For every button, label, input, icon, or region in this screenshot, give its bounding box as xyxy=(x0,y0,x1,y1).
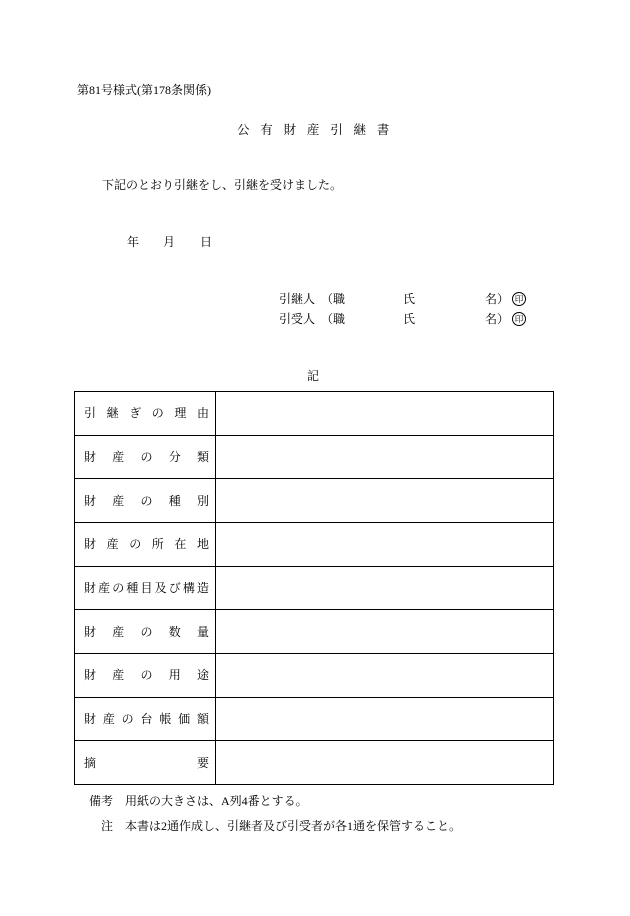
form-number: 第81号様式(第178条関係) xyxy=(77,83,211,97)
label-cell xyxy=(75,479,216,522)
seal-mark: 印 xyxy=(512,292,526,306)
note-text: 本書は2通作成し、引継者及び引受者が各1通を保管すること。 xyxy=(125,819,462,833)
row-label: 財産の用途 xyxy=(84,668,209,683)
signature-line-receiver xyxy=(0,312,630,326)
value-cell xyxy=(216,698,553,741)
label-cell xyxy=(75,654,216,697)
signature-title-label: （職 xyxy=(321,292,346,306)
signature-name-end: 名） xyxy=(485,312,510,326)
label-cell xyxy=(75,741,216,784)
intro-statement: 下記のとおり引継をし、引継を受けました。 xyxy=(102,178,343,192)
value-cell xyxy=(216,567,553,610)
note-label: 注 xyxy=(101,819,114,833)
label-cell xyxy=(75,610,216,653)
property-table xyxy=(74,391,554,785)
row-label: 引継ぎの理由 xyxy=(84,406,209,421)
signature-line-transferor xyxy=(0,292,630,306)
table-row xyxy=(75,392,553,436)
note-text: 用紙の大きさは、A列4番とする。 xyxy=(125,794,308,808)
signature-name-label: 氏 xyxy=(403,292,416,306)
date-year-label: 年 xyxy=(127,235,140,249)
signature-name-label: 氏 xyxy=(403,312,416,326)
row-label: 摘要 xyxy=(84,755,209,770)
signature-title-label: （職 xyxy=(321,312,346,326)
label-cell xyxy=(75,436,216,479)
row-label: 財産の分類 xyxy=(84,450,209,464)
value-cell xyxy=(216,523,553,566)
label-cell xyxy=(75,392,216,435)
label-cell xyxy=(75,523,216,566)
date-month-label: 月 xyxy=(163,235,176,249)
ki-heading: 記 xyxy=(307,369,320,383)
signature-role: 引受人 xyxy=(279,312,316,326)
table-row xyxy=(75,436,553,480)
row-label: 財産の種目及び構造 xyxy=(84,581,209,596)
signature-role: 引継人 xyxy=(279,292,316,306)
row-label: 財産の種別 xyxy=(84,493,209,508)
table-row xyxy=(75,610,553,654)
table-row xyxy=(75,479,553,523)
date-day-label: 日 xyxy=(200,235,213,249)
document-title: 公有財産引継書 xyxy=(237,123,401,137)
table-row xyxy=(75,654,553,698)
value-cell xyxy=(216,479,553,522)
row-label: 財産の台帳価額 xyxy=(84,712,209,727)
table-row xyxy=(75,698,553,742)
table-row xyxy=(75,741,553,784)
value-cell xyxy=(216,741,553,784)
table-row xyxy=(75,567,553,611)
value-cell xyxy=(216,610,553,653)
value-cell xyxy=(216,436,553,479)
row-label: 財産の数量 xyxy=(84,624,209,639)
table-row xyxy=(75,523,553,567)
label-cell xyxy=(75,698,216,741)
value-cell xyxy=(216,392,553,435)
seal-mark: 印 xyxy=(512,312,526,326)
note-label: 備考 xyxy=(89,794,114,808)
row-label: 財産の所在地 xyxy=(84,537,209,552)
label-cell xyxy=(75,567,216,610)
value-cell xyxy=(216,654,553,697)
signature-name-end: 名） xyxy=(485,292,510,306)
